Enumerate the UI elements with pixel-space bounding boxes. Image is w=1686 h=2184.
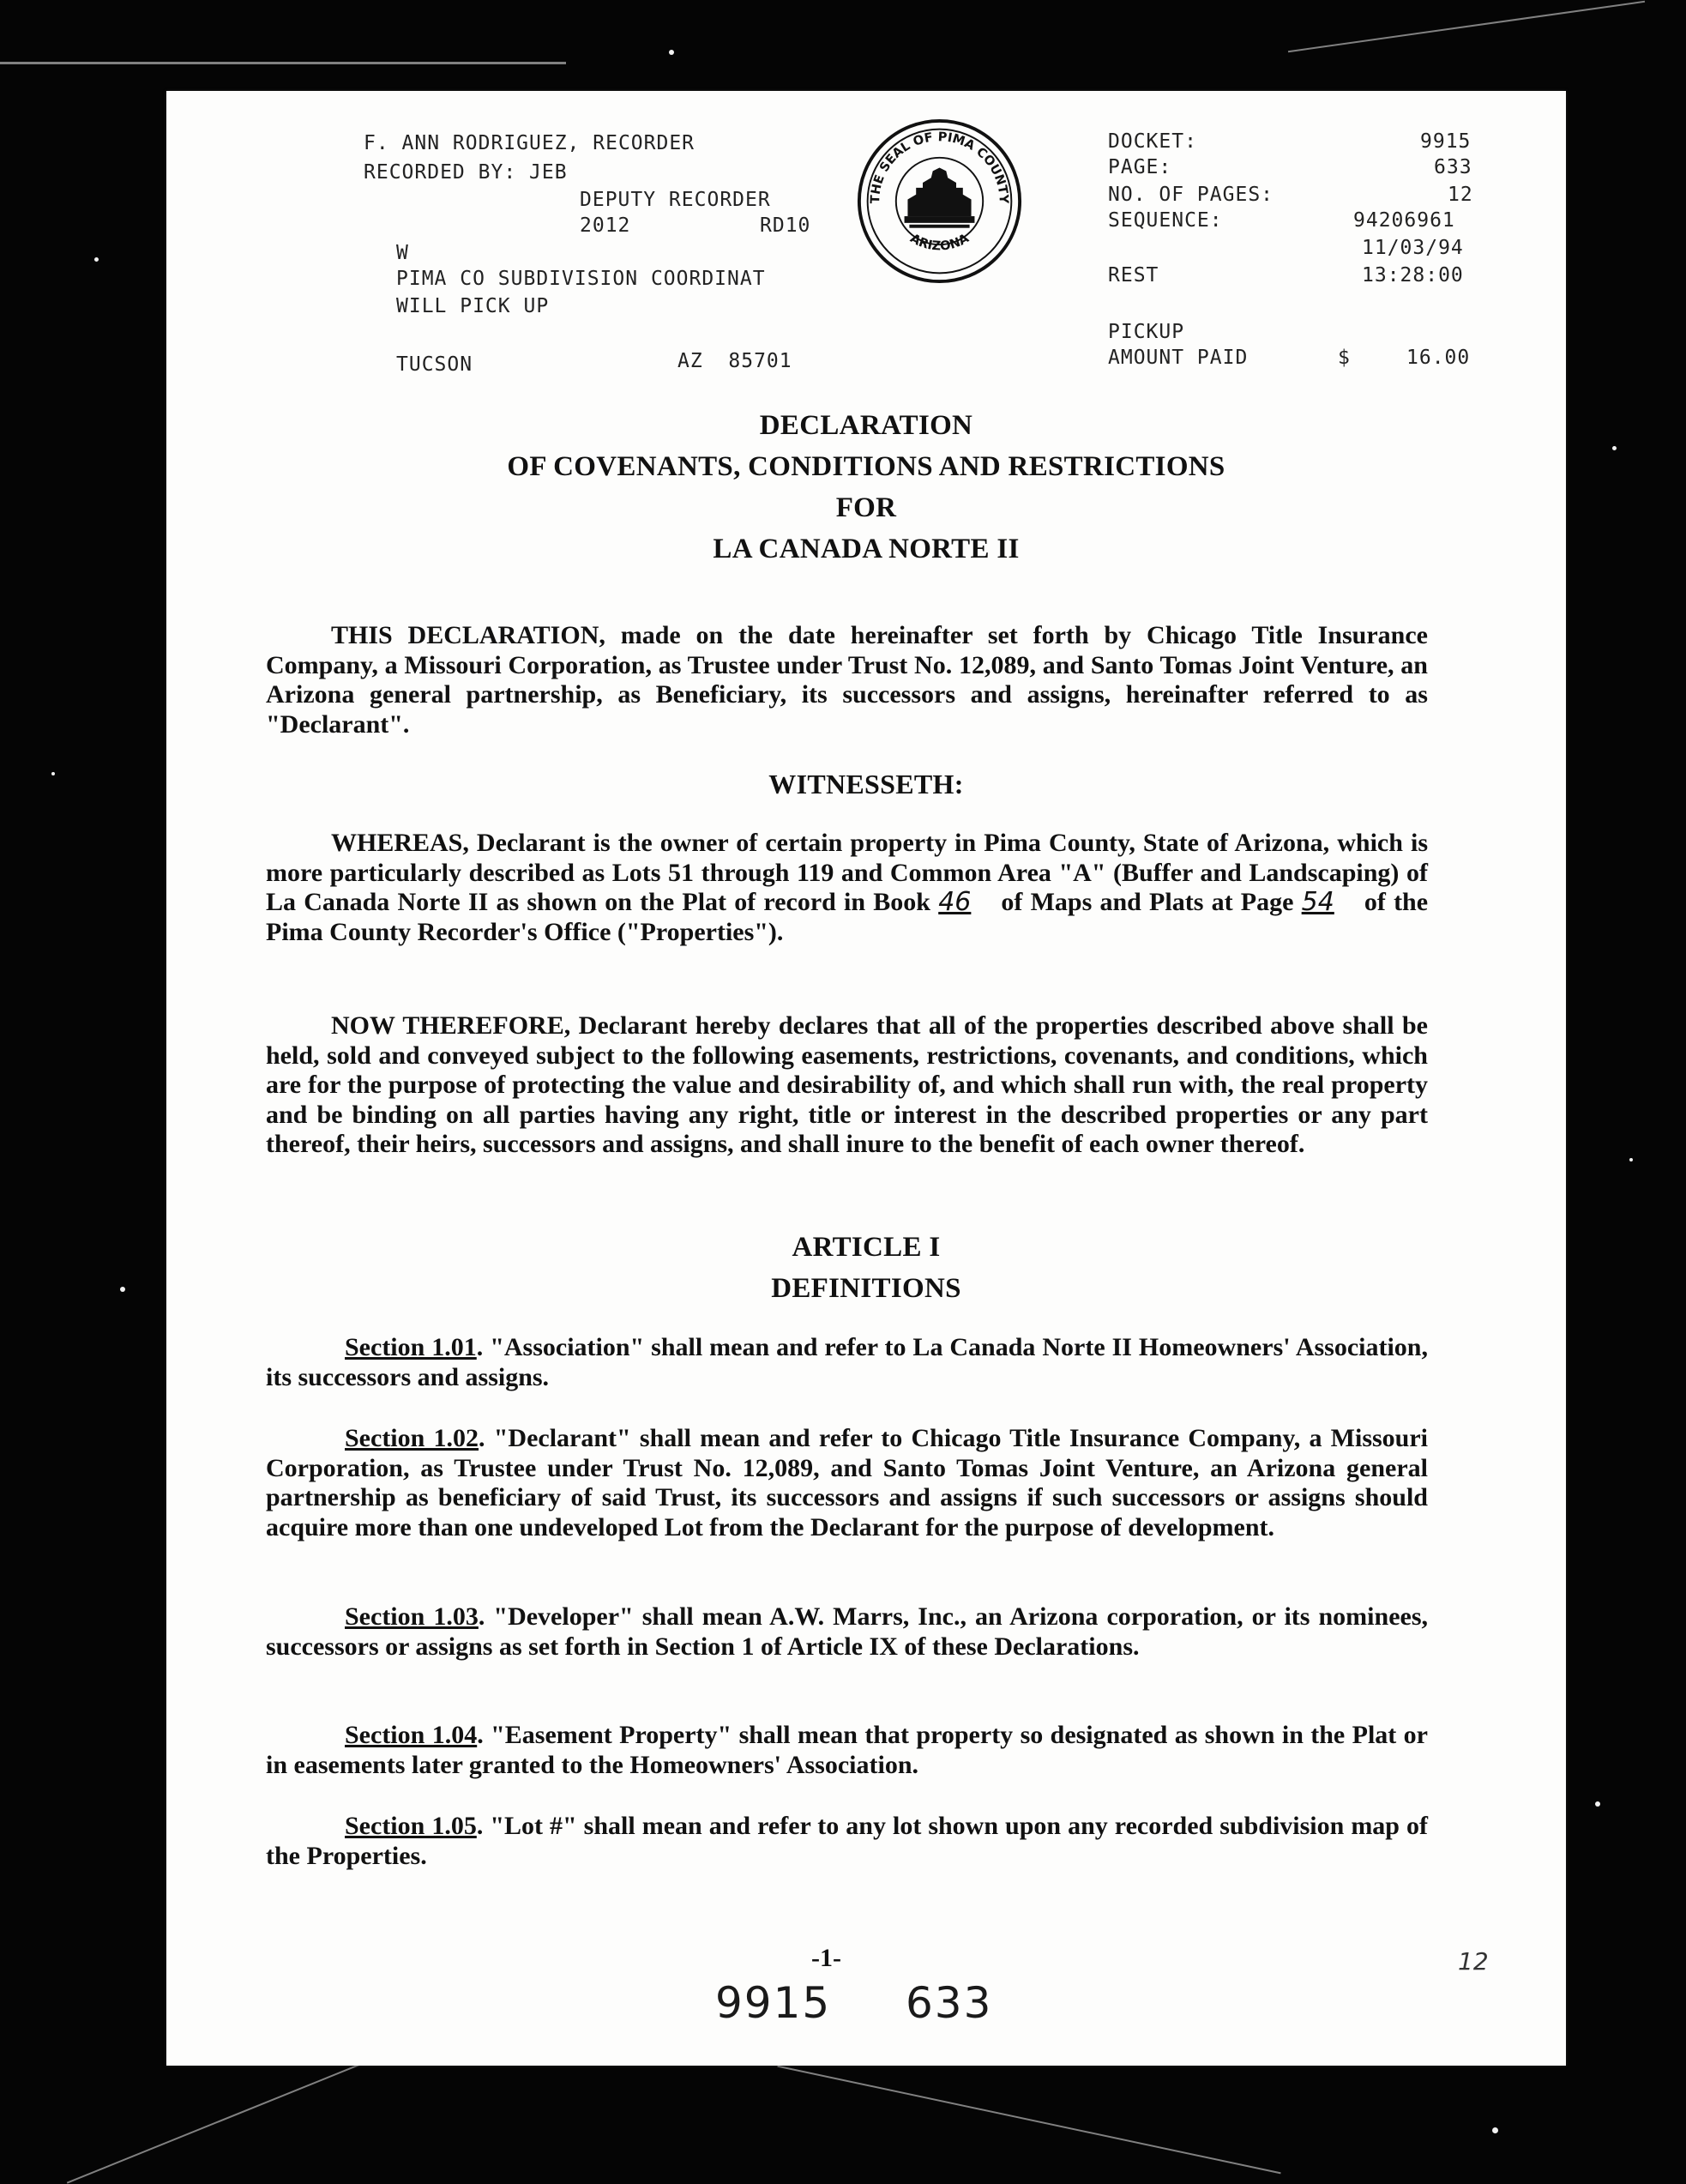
document-page xyxy=(166,91,1566,2066)
sequence-label: SEQUENCE: xyxy=(1108,209,1223,232)
seal-emblem-icon xyxy=(905,168,975,228)
page-value: 633 xyxy=(1434,156,1472,178)
witnesseth-heading: WITNESSETH: xyxy=(768,769,964,799)
pima-county-seal xyxy=(856,118,1023,285)
margin-note-handwritten: 12 xyxy=(1458,1947,1489,1976)
deputy-recorder: DEPUTY RECORDER xyxy=(580,189,771,211)
film-dust xyxy=(1612,446,1617,450)
sequence-value: 94206961 xyxy=(1353,209,1455,232)
section-1-04 xyxy=(266,1721,1428,1780)
intro-paragraph xyxy=(266,621,1428,739)
recorder-name: F. ANN RODRIGUEZ, RECORDER xyxy=(364,132,695,154)
stamp-w: W xyxy=(396,242,409,264)
section-label: Section 1.03 xyxy=(345,1602,479,1631)
document-title-line1: DECLARATION xyxy=(759,410,973,441)
film-scratch xyxy=(1288,1,1645,52)
record-date: 11/03/94 xyxy=(1362,237,1464,259)
page-label: PAGE: xyxy=(1108,156,1172,178)
section-text: . "Lot #" shall mean and refer to any lot shown upon any recorded subdivision map of the Properties. xyxy=(266,1812,1428,1870)
amount-label: AMOUNT PAID xyxy=(1108,347,1249,369)
amount-currency: $ xyxy=(1338,347,1351,369)
section-label: Section 1.05 xyxy=(345,1812,477,1840)
docket-stamp: 9915 xyxy=(715,1978,832,2028)
book-number-handwritten: 46 xyxy=(938,887,972,917)
whereas-text-2: of Maps and Plats at Page xyxy=(1001,888,1294,916)
document-title-line4: LA CANADA NORTE II xyxy=(713,534,1020,564)
film-scratch xyxy=(777,2066,1280,2175)
section-1-02 xyxy=(266,1424,1428,1542)
section-text: . "Developer" shall mean A.W. Marrs, Inc., an Arizona corporation, or its nominees, successors or assigns as set forth in Section 1 of Article IX of these Declarations. xyxy=(266,1602,1428,1661)
section-1-01 xyxy=(266,1333,1428,1392)
stamp-code-right: RD10 xyxy=(760,214,811,237)
film-dust xyxy=(1595,1801,1600,1807)
seal-text-top: THE SEAL OF PIMA COUNTY xyxy=(868,130,1011,204)
film-dust xyxy=(1629,1158,1633,1161)
whereas-paragraph xyxy=(266,829,1428,947)
now-therefore-text: NOW THEREFORE, Declarant hereby declares that all of the properties described above shall be held, sold and conveyed subject to the following easements, restrictions, covenants, and conditions, which are for the purpose of protecting the value and desirability of, and which shall run with, the real property and be binding on all parties having any right, title or interest in the described properties or any part thereof, their heirs, successors and assigns, and shall inure to the benefit of each owner thereof. xyxy=(266,1011,1428,1158)
state-zip: AZ 85701 xyxy=(677,350,792,372)
city: TUCSON xyxy=(396,353,473,376)
page-stamp: 633 xyxy=(906,1978,993,2028)
whereas-text-1: WHEREAS, Declarant is the owner of certain property in Pima County, State of Arizona, which is more particularly described as Lots 51 through 119 and Common Area "A" (Buffer and Landscaping) of La Canada Norte II as shown on the Plat of record in Book xyxy=(266,829,1428,916)
section-text: . "Declarant" shall mean and refer to Chicago Title Insurance Company, a Missouri Corporation, as Trustee under Trust No. 12,089, and Santo Tomas Joint Venture, an Arizona general partnership as beneficiary of said Trust, its successors and assigns if such successors or assigns should acquire more than one undeveloped Lot from the Declarant for the purpose of development. xyxy=(266,1424,1429,1541)
article-number: ARTICLE I xyxy=(792,1232,941,1263)
film-dust xyxy=(1492,2127,1498,2133)
document-title-line2: OF COVENANTS, CONDITIONS AND RESTRICTIONS xyxy=(507,451,1225,482)
rest-label: REST xyxy=(1108,264,1159,287)
section-label: Section 1.02 xyxy=(345,1424,479,1452)
section-1-03 xyxy=(266,1602,1428,1662)
article-name: DEFINITIONS xyxy=(771,1273,961,1304)
stamp-code-left: 2012 xyxy=(580,214,631,237)
intro-text: THIS DECLARATION, made on the date hereinafter set forth by Chicago Title Insurance Company, a Missouri Corporation, as Trustee under Trust No. 12,089, and Santo Tomas Joint Venture, an Arizona general partnership, as Beneficiary, its successors and assigns, hereinafter referred to as "Declarant". xyxy=(266,621,1428,739)
page-number-handwritten: 54 xyxy=(1301,887,1334,917)
document-title-line3: FOR xyxy=(835,492,897,523)
pages-label: NO. OF PAGES: xyxy=(1108,184,1274,206)
section-label: Section 1.04 xyxy=(345,1721,478,1749)
pages-value: 12 xyxy=(1448,184,1473,206)
pickup-label: PICKUP xyxy=(1108,321,1185,343)
docket-label: DOCKET: xyxy=(1108,130,1197,153)
section-text: . "Easement Property" shall mean that property so designated as shown in the Plat or in easements later granted to the Homeowners' Association. xyxy=(266,1721,1428,1779)
section-text: . "Association" shall mean and refer to La Canada Norte II Homeowners' Association, its successors and assigns. xyxy=(266,1333,1428,1391)
page-number: -1- xyxy=(811,1944,841,1972)
addressee: PIMA CO SUBDIVISION COORDINAT xyxy=(396,268,766,290)
seal-text-bottom: ARIZONA xyxy=(907,231,972,254)
amount-value: 16.00 xyxy=(1406,347,1471,369)
recorded-by: RECORDED BY: JEB xyxy=(364,161,568,184)
film-dust xyxy=(669,50,674,55)
section-1-05 xyxy=(266,1812,1428,1871)
section-label: Section 1.01 xyxy=(345,1333,477,1361)
record-time: 13:28:00 xyxy=(1362,264,1464,287)
docket-value: 9915 xyxy=(1420,130,1472,153)
whereas-text-3: of the Pima County Recorder's Office ("Properties"). xyxy=(266,888,1429,946)
film-dust xyxy=(120,1287,125,1292)
film-dust xyxy=(51,772,55,775)
film-scratch xyxy=(0,62,566,64)
film-dust xyxy=(94,257,99,262)
pickup-note: WILL PICK UP xyxy=(396,295,550,317)
now-therefore-paragraph xyxy=(266,1011,1428,1160)
